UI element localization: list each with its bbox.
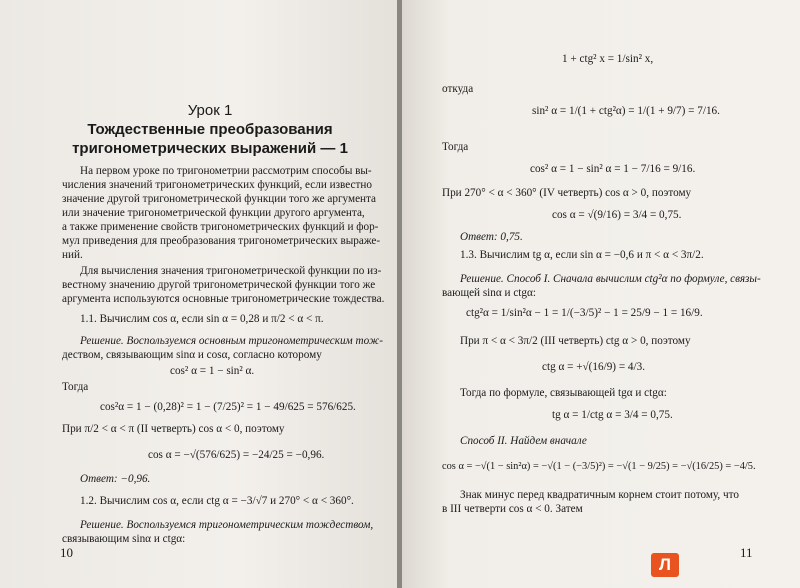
page-number-left: 10	[60, 545, 73, 560]
solution-3-line-1: Решение. Способ I. Сначала вычислим ctg²α по формуле, связы-	[460, 273, 761, 285]
calc-5: cos α = √(9/16) = 3/4 = 0,75.	[552, 209, 682, 221]
togda-1: Тогда	[62, 381, 89, 393]
example-1-1: 1.1. Вычислим cos α, если sin α = 0,28 и π/2 < α < π.	[80, 313, 324, 325]
togda-2: Тогда	[442, 141, 469, 153]
calc-7: ctg α = +√(16/9) = 4/3.	[542, 361, 646, 373]
solution-2-line-2: связывающим sinα и ctgα:	[62, 533, 186, 545]
otkuda: откуда	[442, 83, 474, 95]
identity-2: 1 + ctg² x = 1/sin² x,	[562, 53, 654, 65]
para2-line-2: вестному значению другой тригонометрической функции того же	[62, 279, 376, 291]
answer-1: Ответ: −0,96.	[80, 473, 151, 485]
formula-tg: Тогда по формуле, связывающей tgα и ctgα:	[460, 387, 667, 399]
calc-3: sin² α = 1/(1 + ctg²α) = 1/(1 + 9/7) = 7/16.	[532, 105, 720, 117]
title-line-2: тригонометрических выражений — 1	[72, 140, 348, 157]
left-page	[0, 0, 398, 588]
calc-8: tg α = 1/ctg α = 3/4 = 0,75.	[552, 409, 673, 421]
answer-2: Ответ: 0,75.	[460, 231, 523, 243]
quarter-1: При π/2 < α < π (II четверть) cos α < 0, поэтому	[62, 423, 285, 435]
lesson-title: Урок 1	[187, 102, 233, 119]
solution-3-line-2: вающей sinα и ctgα:	[442, 287, 536, 299]
intro-line-6: мул приведения для преобразования тригонометрических выраже-	[62, 235, 381, 247]
calc-2: cos α = −√(576/625) = −24/25 = −0,96.	[148, 449, 325, 461]
logo-letter: Л	[659, 555, 671, 574]
solution-2-line-1: Решение. Воспользуемся тригонометрическим тождеством,	[80, 519, 374, 531]
publisher-logo-icon	[651, 553, 679, 577]
title-line-1: Тождественные преобразования	[87, 121, 333, 138]
quarter-3: При π < α < 3π/2 (III четверть) ctg α > 0, поэтому	[460, 335, 691, 347]
method-2: Способ II. Найдем вначале	[460, 435, 587, 447]
para2-line-3: аргумента используются основные тригонометрические тождества.	[62, 293, 385, 305]
intro-line-4: или значение тригонометрической функции другого аргумента,	[62, 207, 365, 219]
calc-4: cos² α = 1 − sin² α = 1 − 7/16 = 9/16.	[530, 163, 696, 175]
right-page	[402, 0, 800, 588]
calc-6: ctg²α = 1/sin²α − 1 = 1/(−3/5)² − 1 = 25/9 − 1 = 16/9.	[466, 307, 703, 319]
calc-9: cos α = −√(1 − sin²α) = −√(1 − (−3/5)²) = −√(1 − 9/25) = −√(16/25) = −4/5.	[442, 461, 756, 472]
final-line-2: в III четверти cos α < 0. Затем	[442, 503, 583, 515]
solution-1-line-2: деством, связывающим sinα и cosα, согласно которому	[62, 349, 322, 361]
para2-line-1: Для вычисления значения тригонометрической функции по из-	[80, 265, 382, 277]
intro-line-2: числения значений тригонометрических функций, если известно	[62, 179, 372, 191]
solution-1-line-1: Решение. Воспользуемся основным тригонометрическим тож-	[80, 335, 384, 347]
example-1-2: 1.2. Вычислим cos α, если ctg α = −3/√7 и 270° < α < 360°.	[80, 495, 354, 507]
final-line-1: Знак минус перед квадратичным корнем стоит потому, что	[460, 489, 739, 501]
intro-line-5: а также применение свойств тригонометрических функций и фор-	[62, 221, 379, 233]
intro-line-1: На первом уроке по тригонометрии рассмотрим способы вы-	[80, 165, 372, 177]
calc-1: cos²α = 1 − (0,28)² = 1 − (7/25)² = 1 − 49/625 = 576/625.	[100, 401, 356, 413]
intro-line-7: ний.	[62, 249, 83, 261]
identity-1: cos² α = 1 − sin² α.	[170, 365, 255, 377]
example-1-3: 1.3. Вычислим tg α, если sin α = −0,6 и π < α < 3π/2.	[460, 249, 704, 261]
intro-line-3: значение другой тригонометрической функции того же аргумента	[62, 193, 377, 205]
page-number-right: 11	[740, 545, 753, 560]
quarter-2: При 270° < α < 360° (IV четверть) cos α > 0, поэтому	[442, 187, 692, 199]
